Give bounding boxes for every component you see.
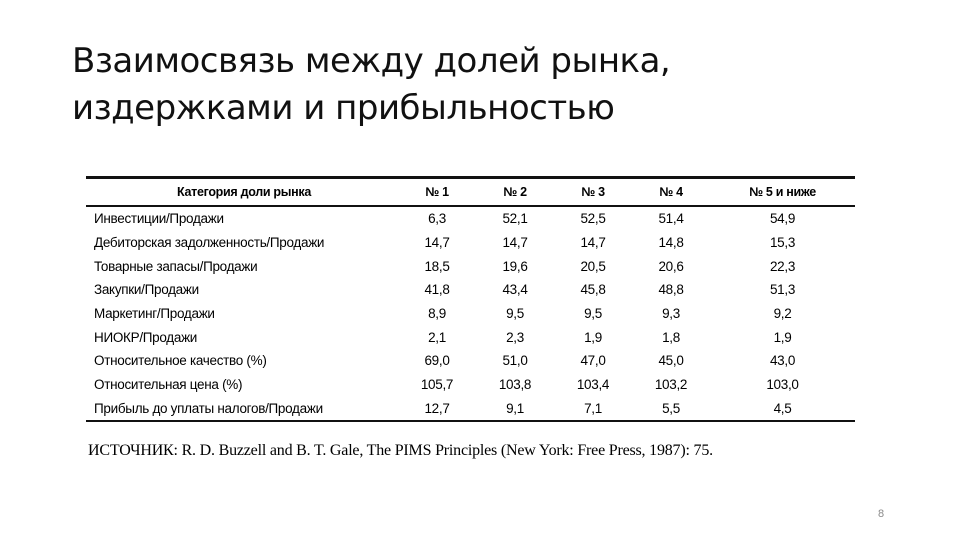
header-share-2: № 2 bbox=[476, 178, 554, 207]
table-cell: 9,5 bbox=[584, 306, 602, 322]
table-cell: 22,3 bbox=[769, 258, 796, 274]
table-cell: 51,3 bbox=[769, 282, 796, 298]
table-cell: 51,4 bbox=[658, 211, 684, 227]
table-row bbox=[86, 231, 855, 255]
table-cell: 2,1 bbox=[428, 329, 446, 345]
table-cell: 103,0 bbox=[766, 377, 799, 393]
table-cell: 103,8 bbox=[498, 377, 532, 393]
table-cell: 19,6 bbox=[502, 258, 528, 274]
row-label: НИОКР/Продажи bbox=[94, 329, 198, 345]
table-cell: 14,7 bbox=[580, 235, 606, 251]
market-share-table-container bbox=[86, 176, 855, 422]
table-row bbox=[86, 373, 855, 397]
row-label: Относительное качество (%) bbox=[94, 353, 267, 369]
table-cell: 41,8 bbox=[424, 282, 450, 298]
table-cell: 9,5 bbox=[506, 306, 524, 322]
table-cell: 14,7 bbox=[424, 235, 450, 251]
table-cell: 1,9 bbox=[773, 329, 792, 345]
table-header-row bbox=[86, 178, 855, 207]
row-label: Относительная цена (%) bbox=[94, 377, 243, 393]
header-share-5-and-below: № 5 и ниже bbox=[710, 178, 855, 207]
table-cell: 9,2 bbox=[773, 306, 792, 322]
table-row bbox=[86, 325, 855, 349]
table-cell: 52,5 bbox=[580, 211, 606, 227]
table-cell: 45,8 bbox=[580, 282, 606, 298]
row-label: Товарные запасы/Продажи bbox=[94, 258, 258, 274]
slide-title-line-1: Взаимосвязь между долей рынка, bbox=[72, 41, 671, 81]
table-cell: 2,3 bbox=[506, 329, 524, 345]
row-label: Маркетинг/Продажи bbox=[94, 306, 215, 322]
row-label: Инвестиции/Продажи bbox=[94, 211, 224, 227]
table-cell: 20,6 bbox=[658, 258, 684, 274]
table-cell: 1,9 bbox=[584, 329, 602, 345]
table-cell: 103,4 bbox=[576, 377, 610, 393]
table-row bbox=[86, 254, 855, 278]
table-cell: 14,7 bbox=[502, 235, 528, 251]
row-label: Прибыль до уплаты налогов/Продажи bbox=[86, 397, 398, 422]
row-label: Закупки/Продажи bbox=[94, 282, 199, 298]
table-row bbox=[86, 302, 855, 326]
table-cell: 12,7 bbox=[398, 397, 476, 422]
table-cell: 15,3 bbox=[769, 235, 796, 251]
table-cell: 4,5 bbox=[710, 397, 855, 422]
table-cell: 1,8 bbox=[662, 329, 680, 345]
table-cell: 43,0 bbox=[769, 353, 796, 369]
table-cell: 69,0 bbox=[424, 353, 450, 369]
table-cell: 48,8 bbox=[658, 282, 684, 298]
table-cell: 43,4 bbox=[502, 282, 528, 298]
slide-title-line-2: издержками и прибыльностью bbox=[72, 88, 615, 128]
table-row bbox=[86, 278, 855, 302]
table-cell: 14,8 bbox=[658, 235, 684, 251]
table-cell: 47,0 bbox=[580, 353, 606, 369]
table-cell: 51,0 bbox=[502, 353, 528, 369]
source-citation: ИСТОЧНИК: R. D. Buzzell and B. T. Gale, The PIMS Principles (New York: Free Press, 1987): 75. bbox=[88, 442, 713, 459]
table-row bbox=[86, 206, 855, 231]
table-cell: 54,9 bbox=[769, 211, 796, 227]
table-cell: 7,1 bbox=[554, 397, 632, 422]
table-cell: 45,0 bbox=[658, 353, 684, 369]
table-cell: 52,1 bbox=[502, 211, 528, 227]
page-number: 8 bbox=[878, 508, 885, 520]
table-cell: 103,2 bbox=[654, 377, 688, 393]
header-share-3: № 3 bbox=[554, 178, 632, 207]
table-cell: 9,3 bbox=[662, 306, 680, 322]
table-cell: 8,9 bbox=[428, 306, 446, 322]
row-label: Дебиторская задолженность/Продажи bbox=[94, 235, 325, 251]
market-share-table bbox=[86, 176, 855, 422]
table-cell: 18,5 bbox=[424, 258, 450, 274]
header-category: Категория доли рынка bbox=[86, 178, 398, 207]
header-share-4: № 4 bbox=[632, 178, 710, 207]
table-cell: 105,7 bbox=[420, 377, 454, 393]
table-cell: 9,1 bbox=[476, 397, 554, 422]
slide-title bbox=[72, 38, 892, 132]
table-cell: 20,5 bbox=[580, 258, 606, 274]
header-share-1: № 1 bbox=[398, 178, 476, 207]
table-cell: 5,5 bbox=[632, 397, 710, 422]
table-row bbox=[86, 349, 855, 373]
table-cell: 6,3 bbox=[428, 211, 446, 227]
table-row bbox=[86, 397, 855, 422]
